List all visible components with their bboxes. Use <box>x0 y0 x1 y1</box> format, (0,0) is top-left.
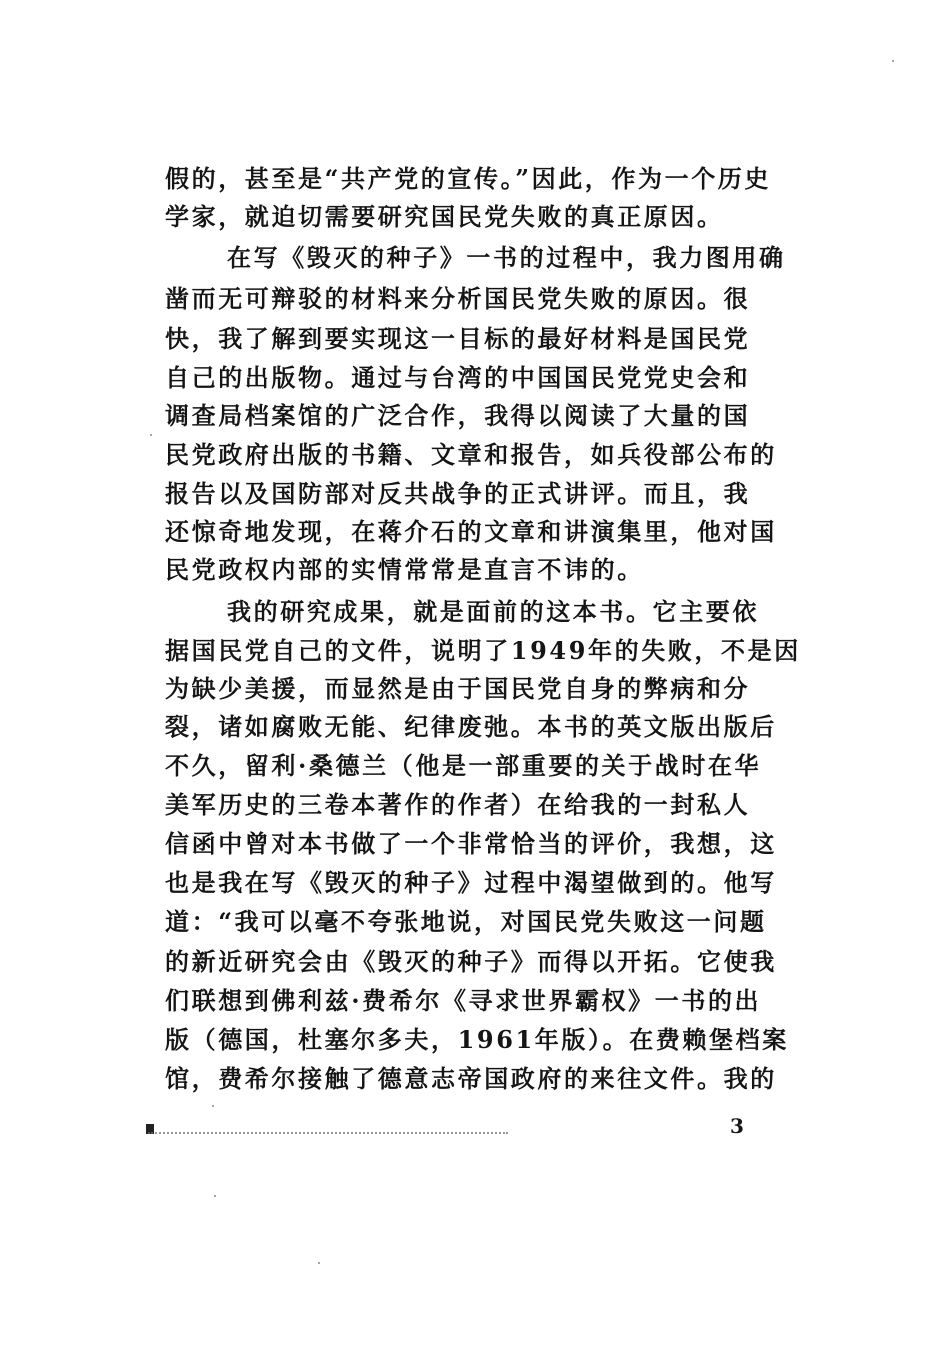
footer-rule <box>148 1132 508 1134</box>
scan-speck <box>318 1262 320 1264</box>
paragraph-first-line: 我的研究成果，就是面前的这本书。它主要依 <box>227 597 759 626</box>
text-line: 也是我在写《毁灭的种子》过程中渴望做到的。他写 <box>165 868 777 897</box>
text-line: 道：“我可以毫不夸张地说，对国民党失败这一问题 <box>165 907 767 936</box>
text-line: 民党政权内部的实情常常是直言不讳的。 <box>165 555 644 584</box>
text-line: 馆，费希尔接触了德意志帝国政府的来往文件。我的 <box>165 1064 777 1093</box>
scan-speck <box>214 1195 216 1197</box>
text-line: 快，我了解到要实现这一目标的最好材料是国民党 <box>165 324 751 353</box>
paragraph-first-line: 在写《毁灭的种子》一书的过程中，我力图用确 <box>227 243 786 272</box>
text-line: 自己的出版物。通过与台湾的中国国民党党史会和 <box>165 363 751 392</box>
text-line: 学家，就迫切需要研究国民党失败的真正原因。 <box>165 202 724 231</box>
page-number: 3 <box>730 1114 744 1138</box>
scan-speck <box>150 434 152 436</box>
text-line: 假的，甚至是“共产党的宣传。”因此，作为一个历史 <box>165 164 772 193</box>
text-line: 凿而无可辩驳的材料来分析国民党失败的原因。很 <box>165 284 751 313</box>
text-line: 调查局档案馆的广泛合作，我得以阅读了大量的国 <box>165 401 751 430</box>
text-line: 的新近研究会由《毁灭的种子》而得以开拓。它使我 <box>165 947 777 976</box>
text-line: 为缺少美援，而显然是由于国民党自身的弊病和分 <box>165 674 751 703</box>
text-line: 民党政府出版的书籍、文章和报告，如兵役部公布的 <box>165 440 777 469</box>
scan-speck <box>212 1105 214 1107</box>
text-line: 还惊奇地发现，在蒋介石的文章和讲演集里，他对国 <box>165 517 777 546</box>
text-line: 报告以及国防部对反共战争的正式讲评。而且，我 <box>165 479 751 508</box>
text-line: 信函中曾对本书做了一个非常恰当的评价，我想，这 <box>165 829 777 858</box>
text-line: 据国民党自己的文件，说明了1949年的失败，不是因 <box>165 636 801 665</box>
scan-speck <box>892 60 894 62</box>
text-line: 们联想到佛利兹·费希尔《寻求世界霸权》一书的出 <box>165 986 762 1015</box>
text-line: 裂，诸如腐败无能、纪律废弛。本书的英文版出版后 <box>165 712 777 741</box>
text-line: 美军历史的三卷本著作的作者）在给我的一封私人 <box>165 790 751 819</box>
text-line: 不久，留利·桑德兰（他是一部重要的关于战时在华 <box>165 751 762 780</box>
text-line: 版（德国，杜塞尔多夫，1961年版）。在费赖堡档案 <box>165 1025 789 1054</box>
